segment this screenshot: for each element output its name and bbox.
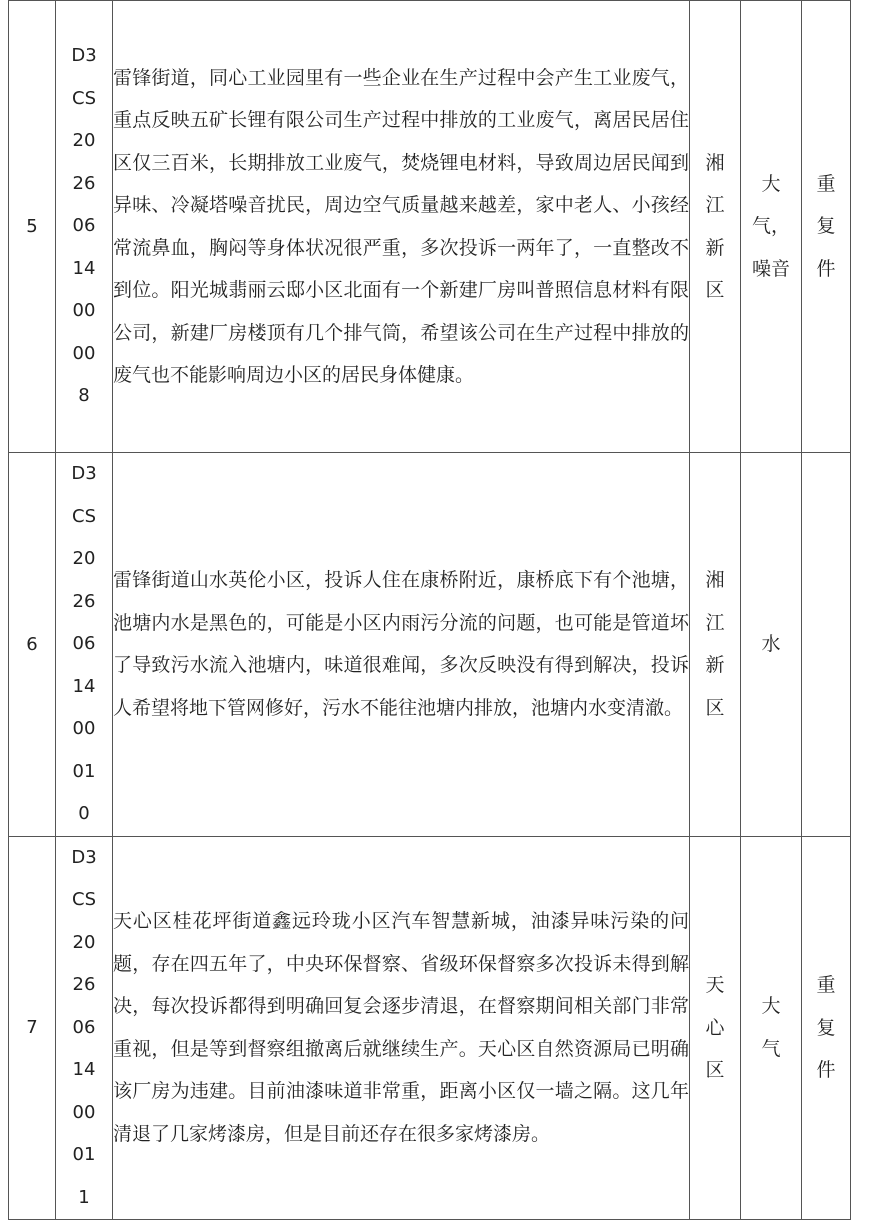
row-number: 5: [9, 1, 56, 453]
complaint-description: 天心区桂花坪街道鑫远玲珑小区汽车智慧新城，油漆异味污染的问题，存在四五年了，中央环保督察、省级环保督察多次投诉未得到解决，每次投诉都得到明确回复会逐步清退，在督察期间相关部门非常重视，但是等到督察组撤离后就继续生产。天心区自然资源局已明确该厂房为违建。目前油漆味道非常重，距离小区仅一墙之隔。这几年清退了几家烤漆房，但是目前还存在很多家烤漆房。: [113, 836, 690, 1220]
pollution-type-cell: [741, 453, 802, 837]
district: 天心区: [705, 974, 725, 1081]
remark: 重复件: [816, 172, 836, 280]
case-code: D3CS2026061400010: [71, 463, 97, 824]
table-row: [9, 453, 851, 837]
district: 湘江新区: [705, 151, 725, 301]
pollution-type-cell: [741, 1, 802, 453]
remark-cell: [802, 836, 851, 1220]
row-number: 7: [9, 836, 56, 1220]
complaint-table: [8, 0, 851, 1220]
case-code-cell: [56, 836, 113, 1220]
table-row: [9, 836, 851, 1220]
district: 湘江新区: [705, 569, 725, 719]
case-code-cell: [56, 1, 113, 453]
row-number: 6: [9, 453, 56, 837]
complaint-description: 雷锋街道，同心工业园里有一些企业在生产过程中会产生工业废气，重点反映五矿长锂有限公司生产过程中排放的工业废气，离居民居住区仅三百米，长期排放工业废气，焚烧锂电材料，导致周边居民闻到异味、冷凝塔噪音扰民，周边空气质量越来越差，家中老人、小孩经常流鼻血，胸闷等身体状况很严重，多次投诉一两年了，一直整改不到位。阳光城翡丽云邸小区北面有一个新建厂房叫普照信息材料有限公司，新建厂房楼顶有几个排气筒，希望该公司在生产过程中排放的废气也不能影响周边小区的居民身体健康。: [113, 1, 690, 453]
remark-cell: [802, 453, 851, 837]
district-cell: [690, 836, 741, 1220]
remark-cell: [802, 1, 851, 453]
pollution-type: 水: [761, 633, 781, 655]
remark: 重复件: [816, 974, 836, 1081]
complaint-description: 雷锋街道山水英伦小区，投诉人住在康桥附近，康桥底下有个池塘，池塘内水是黑色的，可能是小区内雨污分流的问题，也可能是管道坏了导致污水流入池塘内，味道很难闻，多次反映没有得到解决，投诉人希望将地下管网修好，污水不能往池塘内排放，池塘内水变清澈。: [113, 453, 690, 837]
district-cell: [690, 1, 741, 453]
pollution-type: 大气: [761, 995, 781, 1060]
district-cell: [690, 453, 741, 837]
pollution-type-cell: [741, 836, 802, 1220]
case-code-cell: [56, 453, 113, 837]
pollution-type: 大气，噪音: [752, 172, 791, 280]
table-row: [9, 1, 851, 453]
case-code: D3CS2026061400008: [71, 45, 97, 407]
case-code: D3CS2026061400011: [71, 846, 97, 1208]
